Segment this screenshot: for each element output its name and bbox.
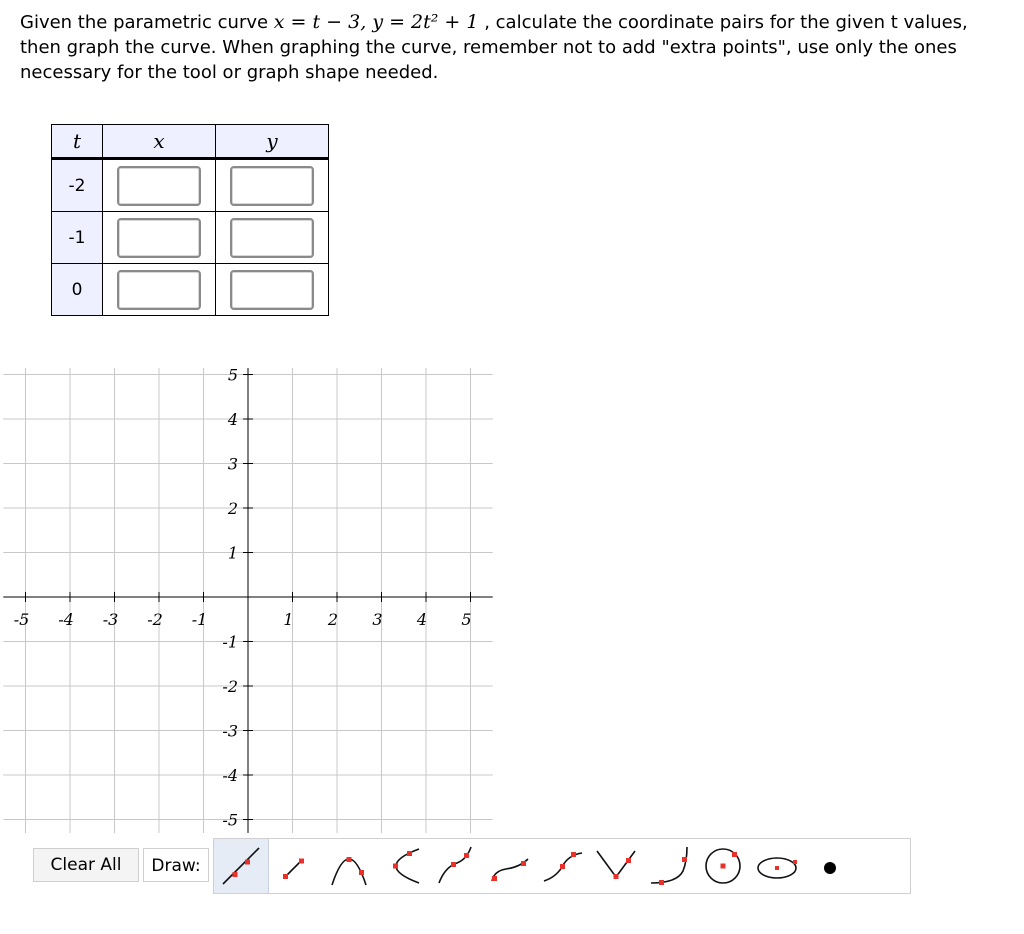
ellipse-tool[interactable] <box>750 839 804 893</box>
table-row <box>52 212 329 264</box>
y-tick-labels <box>222 368 238 830</box>
y-answer-input[interactable] <box>230 218 314 258</box>
parabola-tool[interactable] <box>322 839 376 893</box>
point-tool[interactable] <box>804 839 858 893</box>
horizontal-parabola-tool[interactable] <box>376 839 430 893</box>
x-tick-label: 3 <box>372 610 383 629</box>
table-row <box>52 159 329 212</box>
x-tick-label: -1 <box>191 610 208 629</box>
cube-root-tool[interactable] <box>483 839 537 893</box>
parabola-icon <box>326 843 372 889</box>
line-icon <box>218 843 264 889</box>
point-icon <box>807 843 853 889</box>
y-tick-label: -1 <box>222 632 238 652</box>
table-row <box>52 264 329 316</box>
t-column-header: t <box>52 125 103 159</box>
t-value: -1 <box>52 212 103 264</box>
draw-label: Draw: <box>143 848 209 882</box>
line-tool[interactable] <box>214 839 269 893</box>
y-answer-input[interactable] <box>230 270 314 310</box>
cubic-tool[interactable] <box>536 839 590 893</box>
question-text <box>20 10 1010 85</box>
ray-tool[interactable] <box>269 839 323 893</box>
y-tick-label: 1 <box>227 543 238 563</box>
cube-root-icon <box>486 843 532 889</box>
cubic-icon <box>540 843 586 889</box>
axes <box>3 368 493 833</box>
clear-all-button[interactable]: Clear All <box>33 848 139 882</box>
y-answer-input[interactable] <box>230 166 314 206</box>
absolute-value-tool[interactable] <box>590 839 644 893</box>
ellipse-icon <box>754 843 800 889</box>
x-answer-input[interactable] <box>117 218 201 258</box>
y-column-header: y <box>216 125 329 159</box>
square-root-tool[interactable] <box>429 839 483 893</box>
y-tick-label: 5 <box>227 368 238 385</box>
x-tick-label: 4 <box>416 610 428 629</box>
x-column-header: x <box>103 125 216 159</box>
parametric-equation: x = t − 3, y = 2t² + 1 <box>273 11 479 33</box>
y-tick-label: 4 <box>227 410 238 429</box>
x-tick-label: 5 <box>461 610 472 629</box>
exponential-icon <box>647 843 693 889</box>
t-value: -2 <box>52 159 103 212</box>
ray-icon <box>272 843 318 889</box>
x-answer-input[interactable] <box>117 270 201 310</box>
question-instructions: , calculate the coordinate pairs for the given t values, then graph the curve. When graphing the curve, remember not to add "extra points", use only the ones necessary for the tool or graph shape needed. <box>20 12 968 83</box>
circle-tool[interactable] <box>697 839 751 893</box>
exponential-tool[interactable] <box>643 839 697 893</box>
x-tick-label: 2 <box>327 610 339 629</box>
question-intro: Given the parametric curve <box>20 12 274 33</box>
coordinate-table <box>51 124 329 316</box>
x-tick-label: -2 <box>147 610 163 629</box>
circle-icon <box>700 843 746 889</box>
y-tick-label: 2 <box>227 499 238 518</box>
absolute-value-icon <box>593 843 639 889</box>
y-tick-label: -5 <box>222 810 238 830</box>
graph-canvas[interactable] <box>0 368 500 833</box>
y-tick-label: -3 <box>222 721 238 741</box>
x-tick-label: 1 <box>283 610 294 629</box>
x-tick-label: -4 <box>58 610 74 629</box>
horizontal-parabola-icon <box>379 843 425 889</box>
x-tick-labels <box>14 610 472 629</box>
y-tick-label: -4 <box>222 766 238 785</box>
y-tick-label: 3 <box>227 454 238 474</box>
x-tick-label: -3 <box>102 610 119 629</box>
t-value: 0 <box>52 264 103 316</box>
y-tick-label: -2 <box>222 677 238 696</box>
x-tick-label: -5 <box>13 610 30 629</box>
draw-tool-palette <box>213 838 911 894</box>
square-root-icon <box>433 843 479 889</box>
x-answer-input[interactable] <box>117 166 201 206</box>
